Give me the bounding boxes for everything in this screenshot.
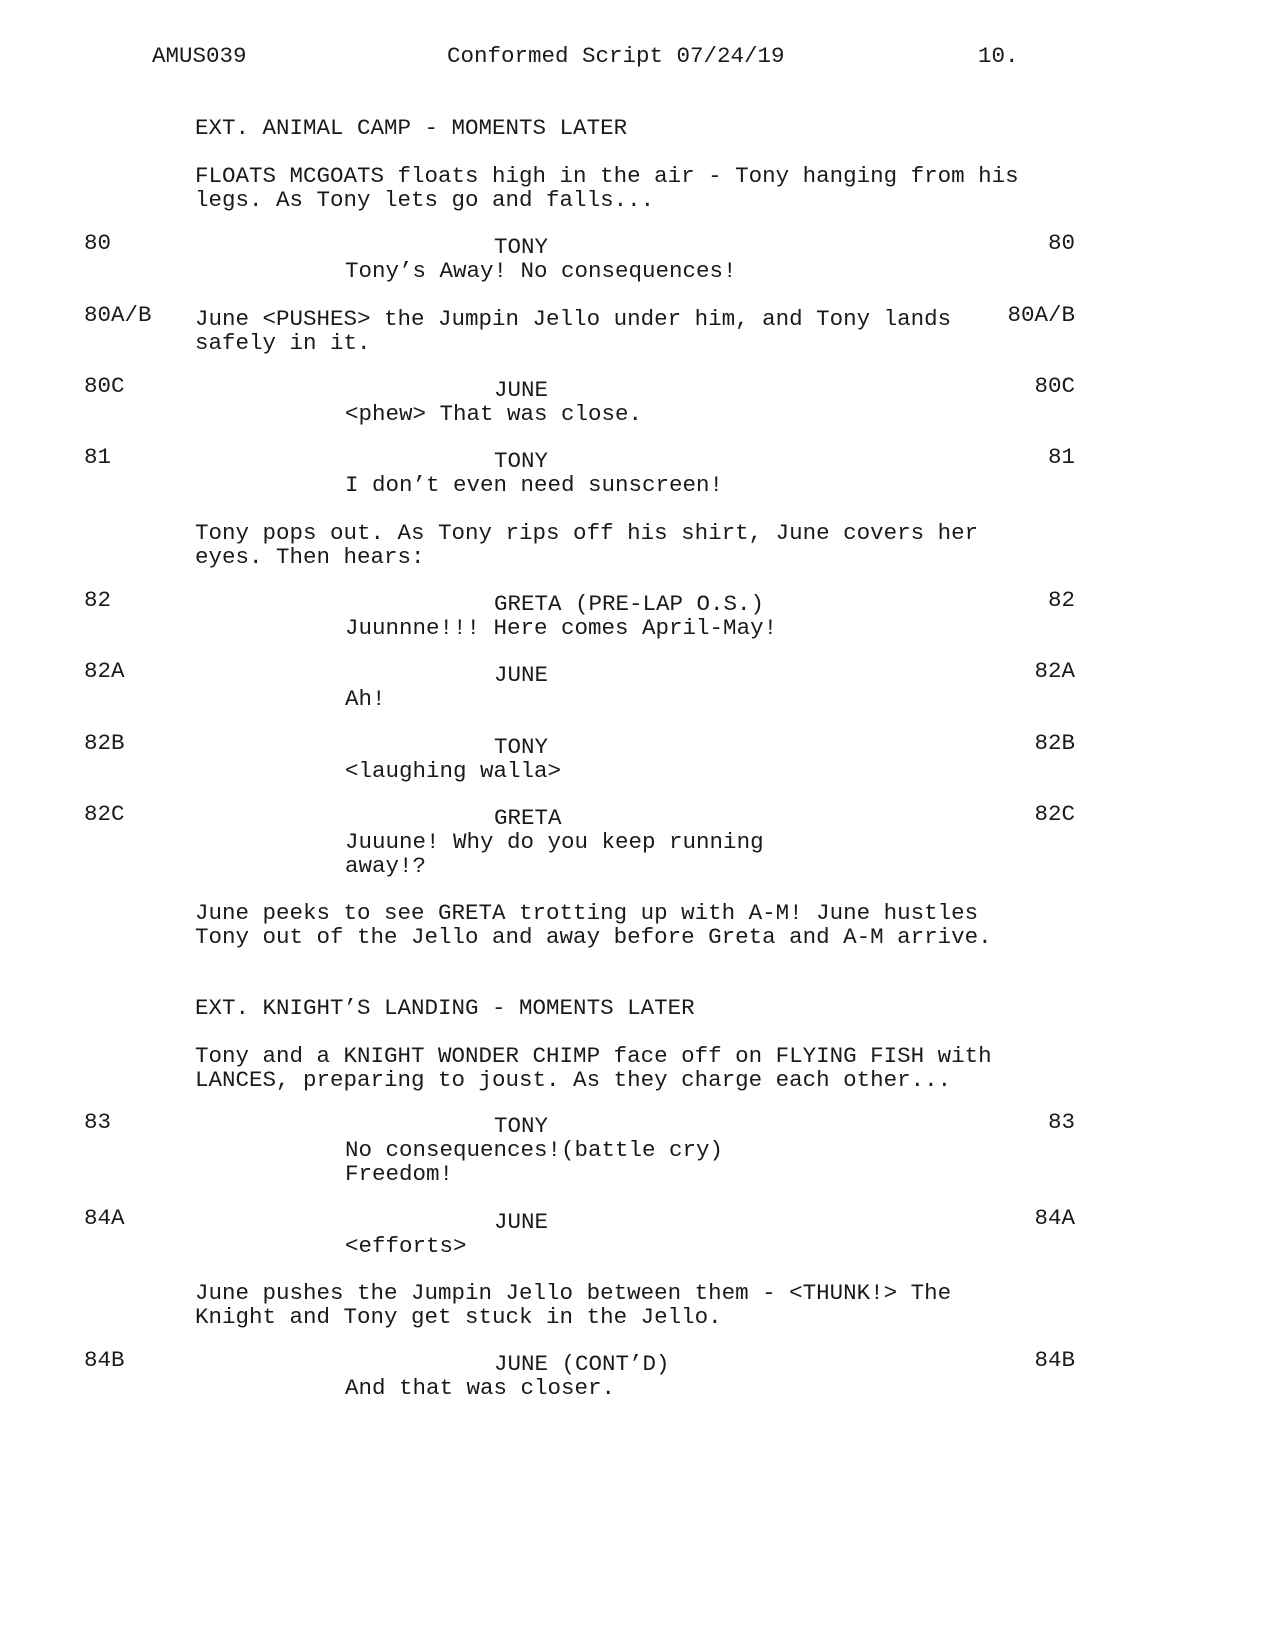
scene-number-right: 82A [1034,658,1075,684]
scene-number-right: 82B [1034,730,1075,756]
character-cue: JUNE [494,1209,549,1235]
scene-number-right: 82C [1034,801,1075,827]
character-cue: JUNE [494,662,549,688]
action-line: June peeks to see GRETA trotting up with A-M! June hustles [195,900,979,926]
scene-number-left: 80 [84,230,112,256]
character-cue: TONY [494,448,549,474]
scene-number-right: 81 [1047,444,1075,470]
action-line: Tony out of the Jello and away before Greta and A-M arrive. [195,924,992,950]
scene-number-right: 80A/B [1007,302,1075,328]
scene-number-left: 84A [84,1205,125,1231]
page-number: 10. [978,43,1019,69]
script-title: Conformed Script 07/24/19 [447,43,785,69]
dialogue-line: Juunnne!!! Here comes April-May! [345,615,778,641]
action-line: legs. As Tony lets go and falls... [195,187,655,213]
action-line: eyes. Then hears: [195,544,425,570]
character-cue: TONY [494,234,549,260]
scene-number-right: 80C [1034,373,1075,399]
action-line: FLOATS MCGOATS floats high in the air - Tony hanging from his [195,163,1019,189]
dialogue-line: away!? [345,853,427,879]
action-line: safely in it. [195,330,371,356]
character-cue: GRETA [494,805,562,831]
scene-heading: EXT. ANIMAL CAMP - MOMENTS LATER [195,115,628,141]
character-cue: JUNE [494,377,549,403]
action-line: Tony and a KNIGHT WONDER CHIMP face off on FLYING FISH with [195,1043,992,1069]
character-cue: TONY [494,1113,549,1139]
scene-number-left: 82C [84,801,125,827]
scene-number-left: 80A/B [84,302,152,328]
action-line: Tony pops out. As Tony rips off his shirt, June covers her [195,520,979,546]
dialogue-line: Tony’s Away! No consequences! [345,258,737,284]
scene-number-right: 84A [1034,1205,1075,1231]
dialogue-line: And that was closer. [345,1375,616,1401]
action-line: Knight and Tony get stuck in the Jello. [195,1304,722,1330]
scene-number-right: 84B [1034,1347,1075,1373]
scene-number-right: 82 [1047,587,1075,613]
dialogue-line: I don’t even need sunscreen! [345,472,724,498]
dialogue-line: <laughing walla> [345,758,562,784]
action-line: LANCES, preparing to joust. As they charge each other... [195,1067,952,1093]
action-line: June pushes the Jumpin Jello between them - <THUNK!> The [195,1280,952,1306]
action-line: June <PUSHES> the Jumpin Jello under him, and Tony lands [195,306,952,332]
character-cue: JUNE (CONT’D) [494,1351,670,1377]
dialogue-line: Freedom! [345,1161,454,1187]
scene-number-right: 80 [1047,230,1075,256]
script-code: AMUS039 [152,43,247,69]
scene-number-right: 83 [1047,1109,1075,1135]
dialogue-line: Ah! [345,686,386,712]
character-cue: TONY [494,734,549,760]
dialogue-line: <efforts> [345,1233,467,1259]
scene-number-left: 82 [84,587,112,613]
scene-number-left: 82A [84,658,125,684]
scene-heading: EXT. KNIGHT’S LANDING - MOMENTS LATER [195,995,695,1021]
scene-number-left: 82B [84,730,125,756]
scene-number-left: 84B [84,1347,125,1373]
scene-number-left: 81 [84,444,112,470]
scene-number-left: 80C [84,373,125,399]
dialogue-line: No consequences!(battle cry) [345,1137,724,1163]
character-cue: GRETA (PRE-LAP O.S.) [494,591,765,617]
scene-number-left: 83 [84,1109,112,1135]
dialogue-line: Juuune! Why do you keep running [345,829,764,855]
dialogue-line: <phew> That was close. [345,401,643,427]
